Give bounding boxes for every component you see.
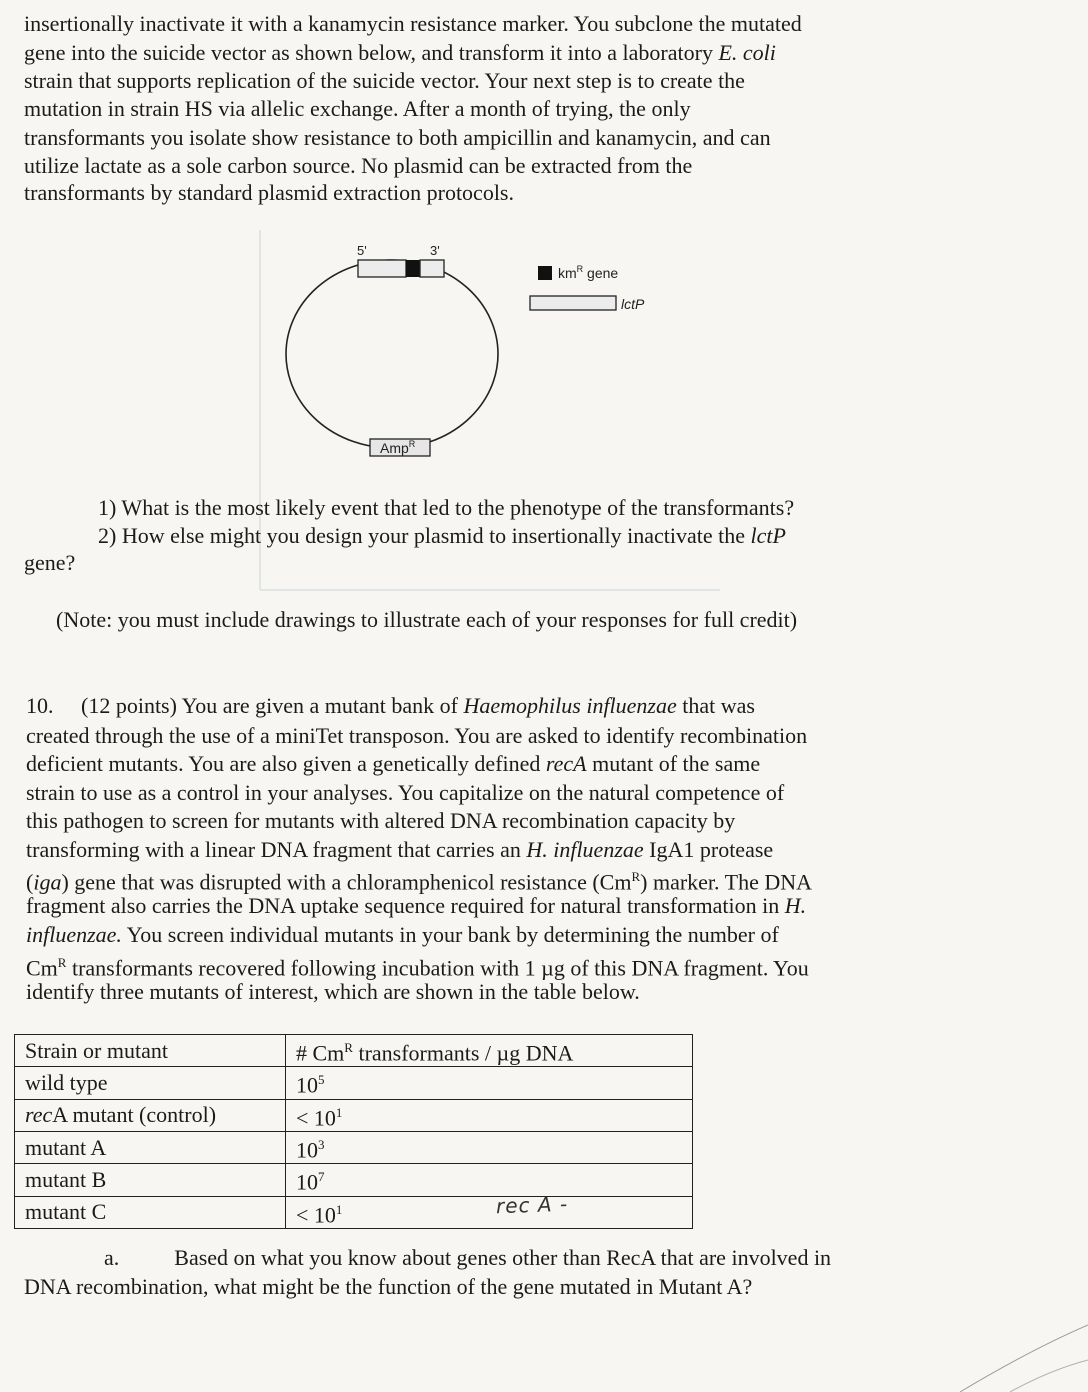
label-5-prime: 5' <box>357 243 367 258</box>
table-row <box>15 1067 693 1099</box>
question-2: 2) How else might you design your plasmid to insertionally inactivate the lctP <box>98 523 786 548</box>
para1-line-1: insertionally inactivate it with a kanamycin resistance marker. You subclone the mutated <box>24 11 802 36</box>
legend-km-label: $km^R$ gene <box>558 264 619 281</box>
plasmid-circle <box>286 260 498 448</box>
q10-line-10: $Cm^R$ transformants recovered following incubation with 1 µg of this DNA fragment. You <box>26 955 809 981</box>
ampr-label: Amp$^R$ <box>380 439 416 456</box>
q10-line-4: strain to use as a control in your analyses. You capitalize on the natural competence of <box>26 780 785 805</box>
part-a-line-2: DNA recombination, what might be the function of the gene mutated in Mutant A? <box>24 1274 753 1299</box>
lctp-insert-left <box>358 260 406 277</box>
header-strain: Strain or mutant <box>15 1035 286 1067</box>
para1-line-6: utilize lactate as a sole carbon source. No plasmid can be extracted from the <box>24 153 693 178</box>
legend-lctp-label: lctP <box>621 296 645 312</box>
cell-count: $10^3$ <box>286 1131 693 1163</box>
cell-strain: mutant A <box>15 1131 286 1163</box>
legend-lctp-swatch <box>530 296 616 310</box>
table-row <box>15 1164 693 1196</box>
kmr-insert-block <box>406 260 420 277</box>
question-2-tail: gene? <box>24 550 76 575</box>
table-row <box>15 1099 693 1131</box>
question-1: 1) What is the most likely event that led to the phenotype of the transformants? <box>98 495 795 520</box>
para1-line-5: transformants you isolate show resistance to both ampicillin and kanamycin, and can <box>24 125 771 150</box>
cell-strain: recA mutant (control) <box>15 1099 286 1131</box>
para1-line-2: gene into the suicide vector as shown below, and transform it into a laboratory E. coli <box>24 40 776 65</box>
para1-line-7: transformants by standard plasmid extraction protocols. <box>24 180 514 205</box>
cell-count: $10^5$ <box>286 1067 693 1099</box>
cell-strain: wild type <box>15 1067 286 1099</box>
plasmid-diagram <box>0 0 1088 470</box>
cell-count: $10^7$ <box>286 1164 693 1196</box>
table-row <box>15 1196 693 1228</box>
q10-line-1: 10. (12 points) You are given a mutant bank of Haemophilus influenzae that was <box>26 693 755 718</box>
q10-line-5: this pathogen to screen for mutants with altered DNA recombination capacity by <box>26 808 736 833</box>
cell-count: < $10^1$ <box>286 1099 693 1131</box>
table-row <box>15 1131 693 1163</box>
q10-line-9: influenzae. You screen individual mutants in your bank by determining the number of <box>26 922 779 947</box>
q10-line-11: identify three mutants of interest, which are shown in the table below. <box>26 979 640 1004</box>
cell-count: < $10^1$ <box>286 1196 693 1228</box>
cell-strain: mutant B <box>15 1164 286 1196</box>
note-drawings: (Note: you must include drawings to illustrate each of your responses for full credit) <box>56 607 798 632</box>
handwritten-note: rec A - <box>495 1191 569 1219</box>
part-a-line-1: a. Based on what you know about genes other than RecA that are involved in <box>104 1245 832 1270</box>
q10-line-8: fragment also carries the DNA uptake sequence required for natural transformation in H. <box>26 893 807 918</box>
q10-line-3: deficient mutants. You are also given a genetically defined recA mutant of the same <box>26 751 761 776</box>
para1-line-4: mutation in strain HS via allelic exchange. After a month of trying, the only <box>24 96 691 121</box>
header-transformants: # $Cm^R$ transformants / µg DNA <box>286 1035 693 1067</box>
q10-line-6: transforming with a linear DNA fragment that carries an H. influenzae IgA1 protease <box>26 837 774 862</box>
lctp-insert-right <box>420 260 444 277</box>
para1-line-3: strain that supports replication of the suicide vector. Your next step is to create the <box>24 68 745 93</box>
legend-km-swatch <box>538 266 552 280</box>
transformants-table <box>14 1034 693 1229</box>
q10-line-7: (iga) gene that was disrupted with a chloramphenicol resistance $(Cm^R)$ marker. The DNA <box>26 869 812 895</box>
label-3-prime: 3' <box>430 243 440 258</box>
table-header-row <box>15 1035 693 1067</box>
cell-strain: mutant C <box>15 1196 286 1228</box>
q10-line-2: created through the use of a miniTet transposon. You are asked to identify recombination <box>26 723 808 748</box>
